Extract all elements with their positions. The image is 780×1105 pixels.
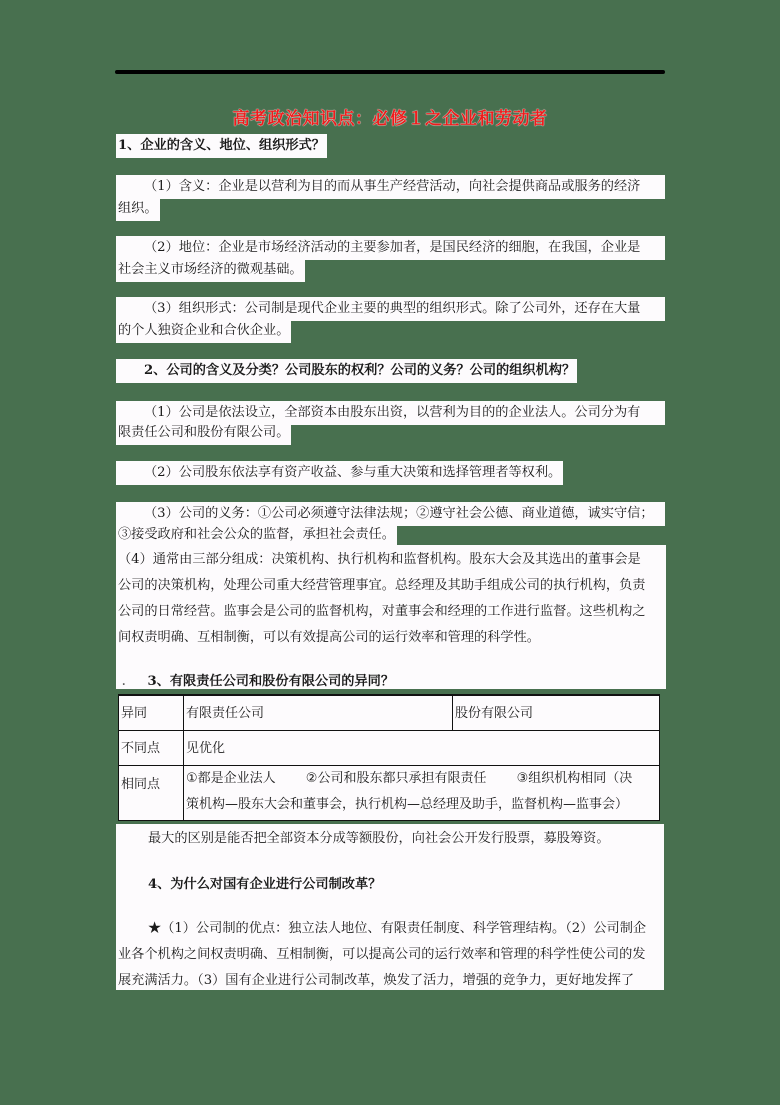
table-header-cell: 异同	[119, 695, 184, 731]
section-2-para-3-line-2: ③接受政府和社会公众的监督，承担社会责任。	[116, 523, 397, 547]
section-4-heading: 4、为什么对国有企业进行公司制改革？	[148, 877, 382, 892]
section-1-para-2-line-2: 社会主义市场经济的微观基础。	[116, 258, 305, 282]
table-row-label: 不同点	[119, 731, 184, 766]
section-1-para-1-line-1: （1）含义：企业是以营利为目的而从事生产经营活动，向社会提供商品或服务的经济	[116, 175, 665, 199]
similarity-item-continued: 策机构—股东大会和董事会，执行机构—总经理及助手，监督机构—监事会）	[186, 797, 629, 812]
section-1-para-1-line-2: 组织。	[116, 197, 160, 221]
table-cell: 见优化	[184, 731, 660, 766]
similarity-item: ③组织机构相同（决	[516, 771, 633, 786]
section-2-para-2: （2）公司股东依法享有资产收益、参与重大决策和选择管理者等权利。	[116, 461, 563, 485]
section-2-para-1-line-1: （1）公司是依法设立，全部资本由股东出资，以营利为目的的企业法人。公司分为有	[116, 401, 665, 425]
text-line: 业各个机构之间权责明确、互相制衡，可以提高公司的运行效率和管理的科学性使公司的发	[118, 947, 646, 962]
header-rule	[115, 70, 665, 74]
text-line: ★（1）公司制的优点：独立法人地位、有限责任制度、科学管理结构。（2）公司制企	[148, 921, 647, 936]
section-2-para-1-line-2: 限责任公司和股份有限公司。	[116, 421, 291, 445]
document-title: 高考政治知识点：必修１之企业和劳动者	[232, 109, 548, 129]
text-line: 间权责明确、互相制衡，可以有效提高公司的运行效率和管理的科学性。	[118, 630, 540, 645]
table-cell	[184, 766, 660, 821]
section-2-heading: 2、公司的含义及分类？公司股东的权利？公司的义务？公司的组织机构？	[116, 359, 577, 383]
section-1-para-2-line-1: （2）地位：企业是市场经济活动的主要参加者，是国民经济的细胞，在我国，企业是	[116, 236, 665, 260]
section-1-para-3-line-1: （3）组织形式：公司制是现代企业主要的典型的组织形式。除了公司外，还存在大量	[116, 297, 665, 321]
table-header-cell: 有限责任公司	[184, 695, 453, 731]
table-header-cell: 股份有限公司	[453, 695, 660, 731]
table-row-label: 相同点	[119, 766, 184, 821]
table-row	[119, 731, 660, 766]
section-3-4-block	[116, 824, 664, 990]
similarity-item: ①都是企业法人	[186, 771, 276, 786]
table-row	[119, 766, 660, 821]
section-3-note: 最大的区别是能否把全部资本分成等额股份，向社会公开发行股票，募股筹资。	[148, 831, 610, 846]
text-line: 展充满活力。（3）国有企业进行公司制改革，焕发了活力，增强的竞争力，更好地发挥了	[118, 973, 635, 988]
similarity-item: ②公司和股东都只承担有限责任	[305, 771, 487, 786]
table-header-row	[119, 695, 660, 731]
text-line: 公司的决策机构，处理公司重大经营管理事宜。总经理及其助手组成公司的执行机构，负责	[118, 578, 646, 593]
section-2-para-3-line-1: （3）公司的义务：①公司必须遵守法律法规；②遵守社会公德、商业道德，诚实守信；	[116, 502, 665, 526]
section-2-para-4	[116, 545, 666, 689]
text-line: 公司的日常经营。监事会是公司的监督机构，对董事会和经理的工作进行监督。这些机构之	[118, 604, 646, 619]
comparison-table	[118, 694, 660, 821]
section-1-para-3-line-2: 的个人独资企业和合伙企业。	[116, 319, 291, 343]
section-3-heading: . 3、有限责任公司和股份有限公司的异同？	[122, 674, 395, 689]
text-line: （4）通常由三部分组成：决策机构、执行机构和监督机构。股东大会及其选出的董事会是	[118, 552, 641, 567]
section-1-heading: 1、企业的含义、地位、组织形式？	[116, 134, 327, 158]
